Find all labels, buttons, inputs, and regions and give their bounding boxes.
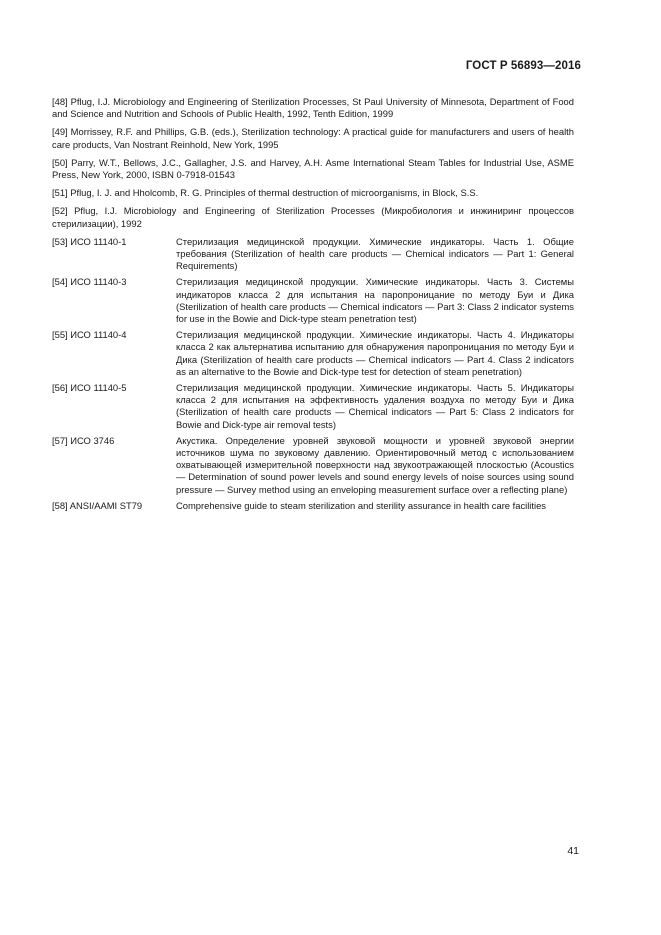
reference-title: Стерилизация медицинской продукции. Химические индикаторы. Часть 4. Индикаторы класса 2 как альтернатива испытанию для обнаружения паропроницания по методу Буи и Дика (Sterilization of health care products — Chemical indicators — Part 4. Class 2 indicators as an alternative to the Bowie and Dick-type test for detection of steam penetration) — [176, 329, 574, 377]
bibliography-entry-57 — [52, 435, 574, 496]
reference-code: [54] ИСО 11140-3 — [52, 276, 127, 288]
bibliography-entry-50: [50] Parry, W.T., Bellows, J.C., Gallagher, J.S. and Harvey, A.H. Asme International Steam Tables for Industrial Use, ASME Press, New York, 2000, ISBN 0-7918-01543 — [52, 156, 574, 181]
reference-title: Акустика. Определение уровней звуковой мощности и уровней звуковой энергии источников шума по звуковому давлению. Ориентировочный метод с использованием охватывающей измерительной поверхности над звукоотражающей плоскостью (Acoustics — Determination of sound power levels and sound energy levels of noise sources using sound pressure — Survey method using an enveloping measurement surface over a reflecting plane) — [176, 434, 574, 495]
bibliography-entry-56 — [52, 382, 574, 431]
bibliography-entry-48: [48] Pflug, I.J. Microbiology and Engineering of Sterilization Processes, St Paul University of Minnesota, Department of Food and Science and Nutrition and Schools of Public Health, 1992, Tenth Edition, 1999 — [52, 96, 574, 120]
bibliography-entry-53 — [52, 236, 574, 273]
reference-title: Стерилизация медицинской продукции. Химические индикаторы. Часть 1. Общие требования (Sterilization of health care products — Chemical indicators — Part 1: General Requirements) — [176, 235, 574, 272]
reference-code: [56] ИСО 11140-5 — [52, 382, 127, 394]
reference-code: [57] ИСО 3746 — [52, 434, 115, 446]
page-header-standard-code: ГОСТ Р 56893—2016 — [465, 60, 581, 72]
bibliography-entry-54 — [52, 276, 574, 325]
reference-title: Стерилизация медицинской продукции. Химические индикаторы. Часть 5. Индикаторы класса 2 для испытания на эффективность удаления воздуха по методу Буи и Дика (Sterilization of health care products — Chemical indicators — Part 5: Class 2 indicators for Bowie and Dick-type air removal tests) — [176, 382, 574, 430]
bibliography-entry-52: [52] Pflug, I.J. Microbiology and Engineering of Sterilization Processes (Микробиология и инжиниринг процессов стерилизации), 1992 — [52, 205, 574, 229]
bibliography-entry-55 — [52, 329, 574, 378]
reference-title: Стерилизация медицинской продукции. Химические индикаторы. Часть 3. Системы индикаторов класса 2 для испытания на паропроницание по методу Буи и Дика (Sterilization of health care products — Chemical indicators — Part 3: Class 2 indicator systems for use in the Bowie and Dick-type steam penetration test) — [176, 276, 574, 325]
bibliography-entry-58 — [52, 500, 574, 512]
page-number: 41 — [567, 845, 579, 857]
bibliography-list — [52, 96, 574, 516]
reference-title: Comprehensive guide to steam sterilization and sterility assurance in health care facilities — [176, 499, 546, 511]
bibliography-entry-49: [49] Morrissey, R.F. and Phillips, G.B. (eds.), Sterilization technology: A practical guide for manufacturers and users of health care products, Van Nostrant Reinhold, New York, 1995 — [52, 126, 574, 150]
bibliography-entry-51: [51] Pflug, I. J. and Hholcomb, R. G. Principles of thermal destruction of microorganisms, in Block, S.S. — [52, 187, 479, 199]
reference-code: [53] ИСО 11140-1 — [52, 235, 127, 247]
reference-code: [55] ИСО 11140-4 — [52, 329, 127, 341]
reference-code: [58] ANSI/AAMI ST79 — [52, 499, 143, 511]
